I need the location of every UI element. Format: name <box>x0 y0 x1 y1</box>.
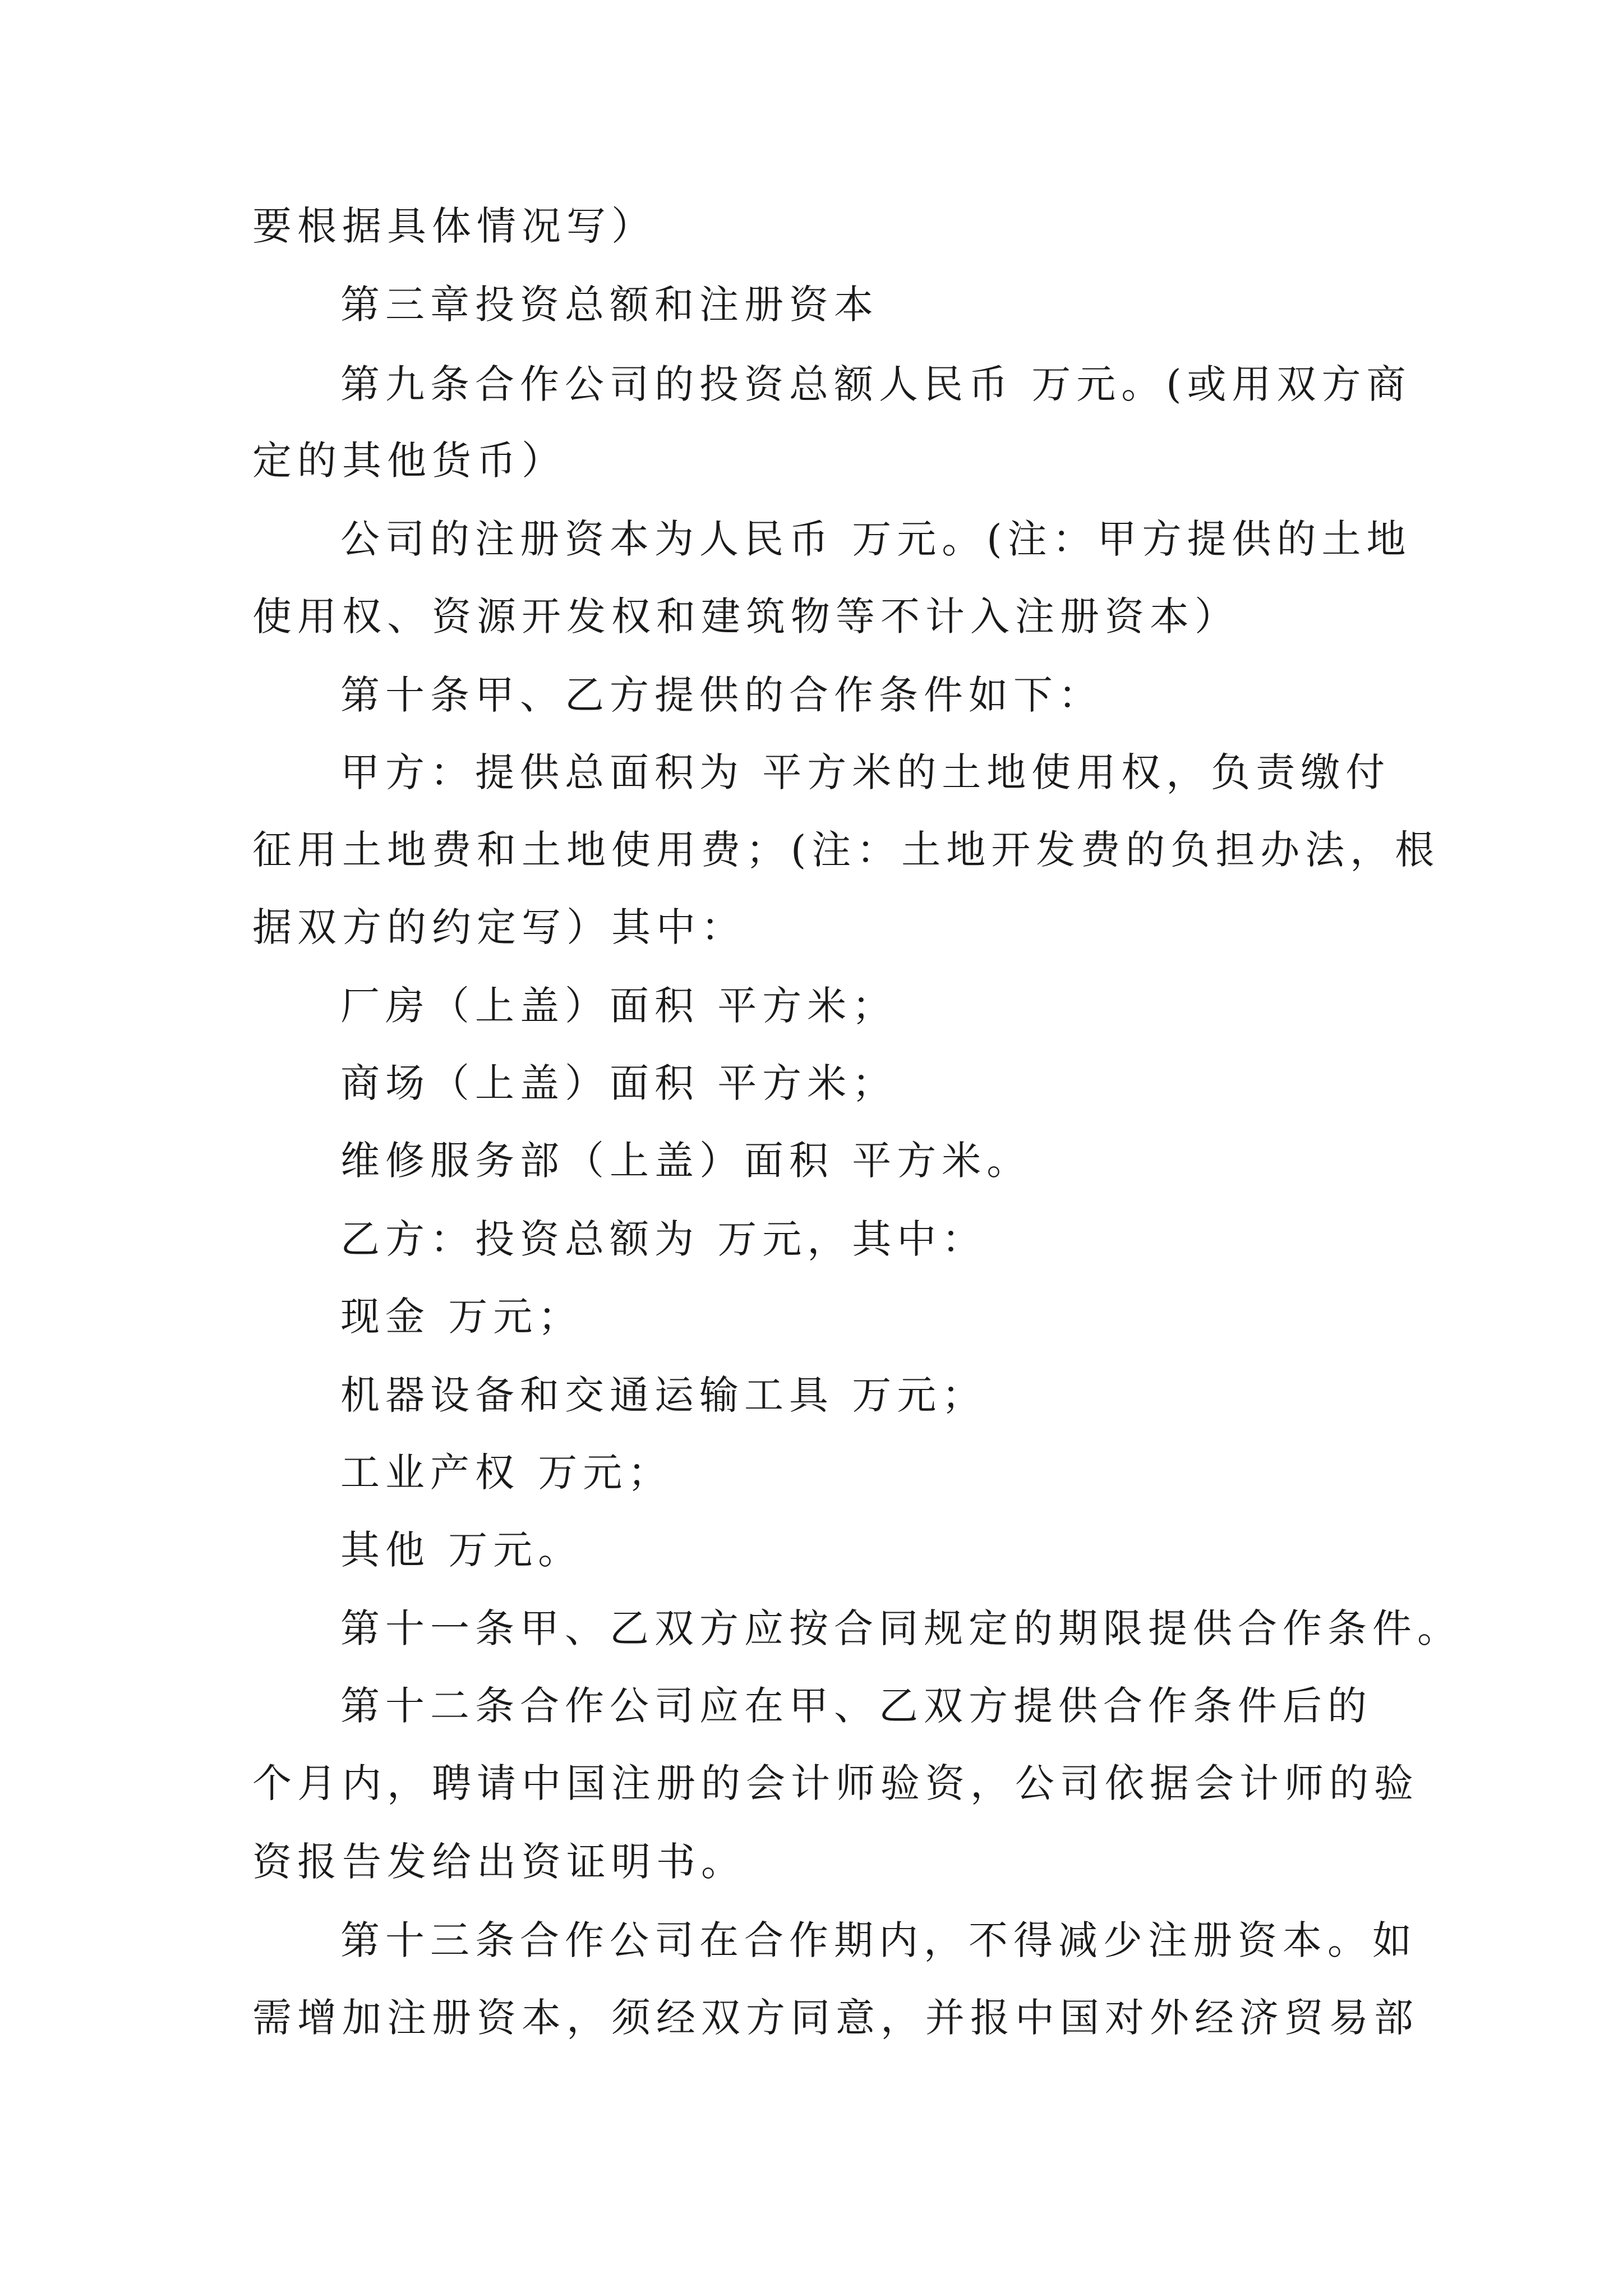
registered-capital-line-2: 使用权、资源开发权和建筑物等不计入注册资本） <box>252 593 1239 639</box>
article-12-line-2: 个月内，聘请中国注册的会计师验资，公司依据会计师的验 <box>252 1760 1419 1806</box>
registered-capital-line-1: 公司的注册资本为人民币 万元。(注：甲方提供的土地 <box>340 516 1412 562</box>
factory-area-item: 厂房（上盖）面积 平方米； <box>340 983 897 1029</box>
cash-item: 现金 万元； <box>340 1294 583 1340</box>
other-item: 其他 万元。 <box>340 1527 583 1573</box>
party-a-line-1: 甲方：提供总面积为 平方米的土地使用权，负责缴付 <box>340 749 1391 795</box>
equipment-item: 机器设备和交通运输工具 万元； <box>340 1372 987 1418</box>
article-13-line-1: 第十三条合作公司在合作期内，不得减少注册资本。如 <box>340 1917 1417 1963</box>
industrial-property-item: 工业产权 万元； <box>340 1450 673 1496</box>
party-a-line-3: 据双方的约定写）其中： <box>252 904 746 950</box>
article-10-heading: 第十条甲、乙方提供的合作条件如下： <box>340 672 1103 718</box>
mall-area-item: 商场（上盖）面积 平方米； <box>340 1060 897 1106</box>
party-a-line-2: 征用土地费和土地使用费；(注：土地开发费的负担办法，根 <box>252 827 1440 873</box>
article-12-line-1: 第十二条合作公司应在甲、乙双方提供合作条件后的 <box>340 1683 1372 1729</box>
repair-area-item: 维修服务部（上盖）面积 平方米。 <box>340 1138 1032 1184</box>
article-13-line-2: 需增加注册资本，须经双方同意，并报中国对外经济贸易部 <box>252 1995 1419 2041</box>
article-9-line-2: 定的其他货币） <box>252 438 566 484</box>
article-9-line-1: 第九条合作公司的投资总额人民币 万元。(或用双方商 <box>340 361 1412 407</box>
text-line-continuation: 要根据具体情况写） <box>252 203 656 249</box>
chapter-heading: 第三章投资总额和注册资本 <box>340 282 879 328</box>
party-b-line: 乙方：投资总额为 万元，其中： <box>340 1216 987 1262</box>
article-11-line: 第十一条甲、乙双方应按合同规定的期限提供合作条件。 <box>340 1605 1462 1651</box>
article-12-line-3: 资报告发给出资证明书。 <box>252 1839 746 1885</box>
